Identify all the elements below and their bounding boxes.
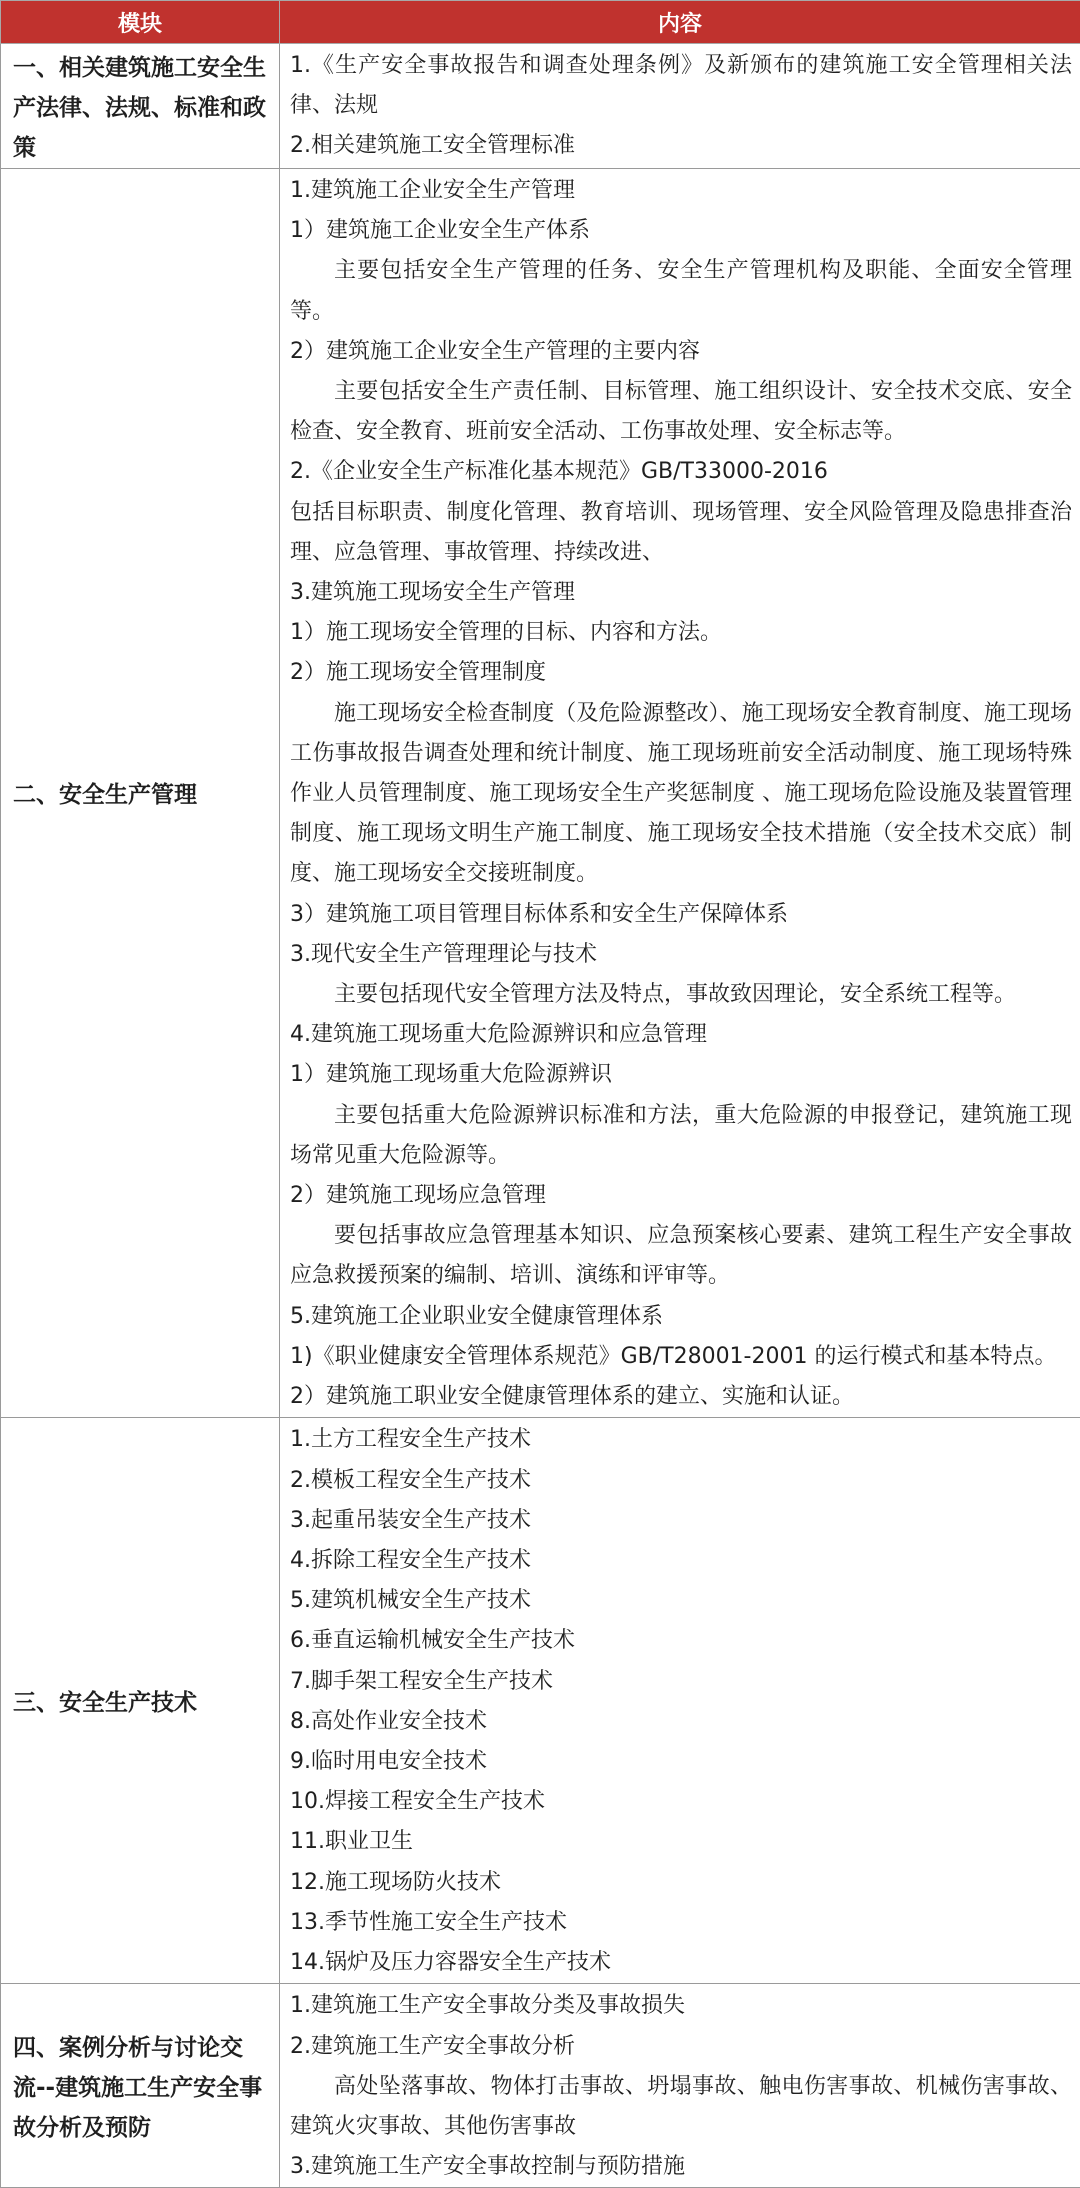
table-row	[1, 1418, 1080, 1984]
content-cell	[280, 1418, 1080, 1984]
content-line: 4.拆除工程安全生产技术	[290, 1541, 1072, 1581]
content-line: 2）建筑施工企业安全生产管理的主要内容	[290, 332, 1072, 372]
content-line: 3）建筑施工项目管理目标体系和安全生产保障体系	[290, 895, 1072, 935]
content-line: 主要包括安全生产责任制、目标管理、施工组织设计、安全技术交底、安全检查、安全教育、班前安全活动、工伤事故处理、安全标志等。	[290, 372, 1072, 452]
content-line: 12.施工现场防火技术	[290, 1863, 1072, 1903]
content-line: 13.季节性施工安全生产技术	[290, 1903, 1072, 1943]
content-line: 3.起重吊装安全生产技术	[290, 1501, 1072, 1541]
module-cell: 三、安全生产技术	[1, 1418, 280, 1984]
table-row	[1, 169, 1080, 1418]
content-line: 3.现代安全生产管理理论与技术	[290, 935, 1072, 975]
content-line: 2.模板工程安全生产技术	[290, 1461, 1072, 1501]
content-cell	[280, 169, 1080, 1418]
content-line: 主要包括重大危险源辨识标准和方法，重大危险源的申报登记，建筑施工现场常见重大危险源等。	[290, 1096, 1072, 1176]
module-cell: 二、安全生产管理	[1, 169, 280, 1418]
content-line: 6.垂直运输机械安全生产技术	[290, 1621, 1072, 1661]
content-line: 2）建筑施工职业安全健康管理体系的建立、实施和认证。	[290, 1377, 1072, 1417]
content-line: 要包括事故应急管理基本知识、应急预案核心要素、建筑工程生产安全事故应急救援预案的编制、培训、演练和评审等。	[290, 1216, 1072, 1296]
content-line: 1.《生产安全事故报告和调查处理条例》及新颁布的建筑施工安全管理相关法律、法规	[290, 46, 1072, 126]
content-line: 1）建筑施工现场重大危险源辨识	[290, 1055, 1072, 1095]
content-line: 11.职业卫生	[290, 1822, 1072, 1862]
content-line: 5.建筑机械安全生产技术	[290, 1581, 1072, 1621]
content-line: 9.临时用电安全技术	[290, 1742, 1072, 1782]
content-line: 2）施工现场安全管理制度	[290, 653, 1072, 693]
header-module: 模块	[1, 1, 280, 44]
content-line: 2）建筑施工现场应急管理	[290, 1176, 1072, 1216]
content-line: 7.脚手架工程安全生产技术	[290, 1662, 1072, 1702]
content-line: 1）施工现场安全管理的目标、内容和方法。	[290, 613, 1072, 653]
content-line: 1.建筑施工企业安全生产管理	[290, 171, 1072, 211]
content-cell	[280, 44, 1080, 169]
content-cell	[280, 1984, 1080, 2188]
module-cell: 一、相关建筑施工安全生产法律、法规、标准和政策	[1, 44, 280, 169]
content-line: 5.建筑施工企业职业安全健康管理体系	[290, 1297, 1072, 1337]
content-line: 1.土方工程安全生产技术	[290, 1420, 1072, 1460]
content-line: 3.建筑施工生产安全事故控制与预防措施	[290, 2147, 1072, 2187]
content-line: 包括目标职责、制度化管理、教育培训、现场管理、安全风险管理及隐患排查治理、应急管理、事故管理、持续改进、	[290, 493, 1072, 573]
module-cell: 四、案例分析与讨论交流--建筑施工生产安全事故分析及预防	[1, 1984, 280, 2188]
header-content: 内容	[280, 1, 1080, 44]
content-line: 施工现场安全检查制度（及危险源整改）、施工现场安全教育制度、施工现场工伤事故报告调查处理和统计制度、施工现场班前安全活动制度、施工现场特殊作业人员管理制度、施工现场安全生产奖惩制度 、施工现场危险设施及装置管理制度、施工现场文明生产施工制度、施工现场安全技术措施（安全技术交底）制度、施工现场安全交接班制度。	[290, 694, 1072, 895]
content-line: 高处坠落事故、物体打击事故、坍塌事故、触电伤害事故、机械伤害事故、建筑火灾事故、其他伤害事故	[290, 2067, 1072, 2147]
content-line: 1)《职业健康安全管理体系规范》GB/T28001-2001 的运行模式和基本特点。	[290, 1337, 1072, 1377]
content-line: 3.建筑施工现场安全生产管理	[290, 573, 1072, 613]
content-line: 主要包括安全生产管理的任务、安全生产管理机构及职能、全面安全管理等。	[290, 251, 1072, 331]
table-header-row	[1, 1, 1080, 44]
content-line: 10.焊接工程安全生产技术	[290, 1782, 1072, 1822]
content-line: 2.建筑施工生产安全事故分析	[290, 2027, 1072, 2067]
content-line: 1）建筑施工企业安全生产体系	[290, 211, 1072, 251]
content-line: 8.高处作业安全技术	[290, 1702, 1072, 1742]
content-line: 2.相关建筑施工安全管理标准	[290, 126, 1072, 166]
content-line: 4.建筑施工现场重大危险源辨识和应急管理	[290, 1015, 1072, 1055]
content-line: 1.建筑施工生产安全事故分类及事故损失	[290, 1986, 1072, 2026]
content-line: 2.《企业安全生产标准化基本规范》GB/T33000-2016	[290, 452, 1072, 492]
content-line: 主要包括现代安全管理方法及特点，事故致因理论，安全系统工程等。	[290, 975, 1072, 1015]
content-line: 14.锅炉及压力容器安全生产技术	[290, 1943, 1072, 1983]
table-row	[1, 1984, 1080, 2188]
table-row	[1, 44, 1080, 169]
